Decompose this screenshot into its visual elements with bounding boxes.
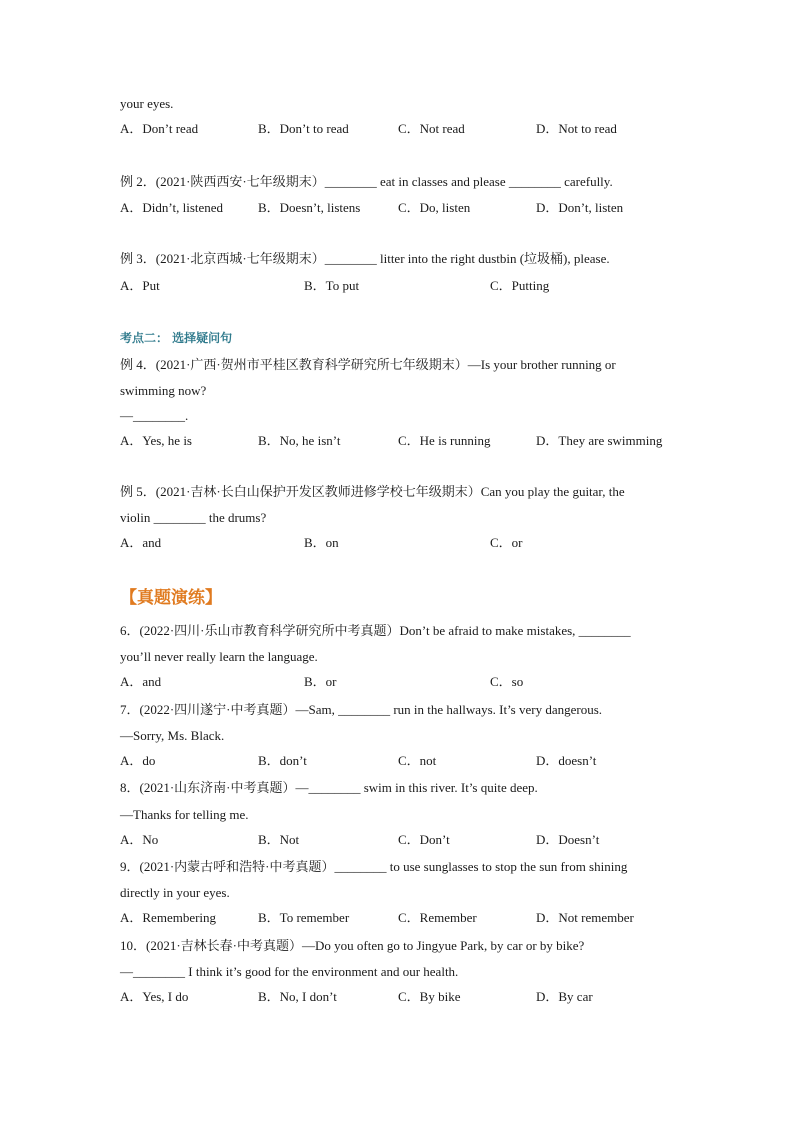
question-9-line-2: directly in your eyes. — [120, 885, 230, 900]
option-c: C．He is running — [398, 433, 491, 448]
option-d: D．Not remember — [536, 910, 634, 925]
example-5-line-2: violin ________ the drums? — [120, 510, 267, 525]
question-7-line-2: —Sorry, Ms. Black. — [120, 728, 225, 743]
option-b: B．Don’t to read — [258, 121, 349, 136]
example-4-line-1: 例 4．(2021·广西·贺州市平桂区教育科学研究所七年级期末）—Is your brother running or — [120, 357, 616, 372]
question-6-line-2: you’ll never really learn the language. — [120, 649, 318, 664]
option-c: C．or — [490, 535, 523, 550]
example-2-text: 例 2．(2021·陕西西安·七年级期末）________ eat in classes and please ________ carefully. — [120, 174, 613, 189]
option-c: C．Putting — [490, 278, 550, 293]
example-3-text: 例 3．(2021·北京西城·七年级期末）________ litter into the right dustbin (垃圾桶), please. — [120, 251, 610, 266]
question-8-line-2: —Thanks for telling me. — [120, 807, 249, 822]
option-a: A．and — [120, 674, 162, 689]
example-5-line-1: 例 5．(2021·吉林·长白山保护开发区教师进修学校七年级期末）Can you play the guitar, the — [120, 484, 625, 499]
option-b: B．No, I don’t — [258, 989, 337, 1004]
option-b: B．No, he isn’t — [258, 433, 341, 448]
option-c: C．Not read — [398, 121, 465, 136]
option-d: D．Don’t, listen — [536, 200, 624, 215]
option-c: C．Remember — [398, 910, 477, 925]
section-heading-kaodian-2: 考点二： 选择疑问句 — [120, 331, 233, 345]
option-c: C．not — [398, 753, 437, 768]
option-d: D．Doesn’t — [536, 832, 600, 847]
option-d: D．By car — [536, 989, 593, 1004]
question-10-line-1: 10．(2021·吉林长春·中考真题）—Do you often go to Jingyue Park, by car or by bike? — [120, 938, 585, 953]
option-a: A．Didn’t, listened — [120, 200, 224, 215]
option-a: A．Yes, I do — [120, 989, 189, 1004]
question-8-line-1: 8．(2021·山东济南·中考真题）—________ swim in this river. It’s quite deep. — [120, 780, 538, 795]
option-a: A．Yes, he is — [120, 433, 192, 448]
option-a: A．Remembering — [120, 910, 217, 925]
question-9-line-1: 9．(2021·内蒙古呼和浩特·中考真题）________ to use sunglasses to stop the sun from shining — [120, 859, 628, 874]
option-a: A．and — [120, 535, 162, 550]
option-c: C．By bike — [398, 989, 461, 1004]
question-10-line-2: —________ I think it’s good for the environment and our health. — [120, 964, 459, 979]
option-a: A．No — [120, 832, 159, 847]
option-b: B．Not — [258, 832, 300, 847]
option-a: A．Don’t read — [120, 121, 199, 136]
question-7-line-1: 7．(2022·四川遂宁·中考真题）—Sam, ________ run in the hallways. It’s very dangerous. — [120, 702, 603, 717]
section-heading-practice: 【真题演练】 — [120, 588, 222, 608]
option-c: C．Don’t — [398, 832, 450, 847]
option-b: B．on — [304, 535, 339, 550]
option-b: B．To remember — [258, 910, 350, 925]
option-b: B．To put — [304, 278, 360, 293]
option-b: B．or — [304, 674, 337, 689]
question-6-line-1: 6．(2022·四川·乐山市教育科学研究所中考真题）Don’t be afraid to make mistakes, ________ — [120, 623, 631, 638]
question-0-tail: your eyes. — [120, 96, 174, 111]
option-a: A．do — [120, 753, 156, 768]
option-d: D．doesn’t — [536, 753, 597, 768]
option-b: B．Doesn’t, listens — [258, 200, 361, 215]
option-c: C．so — [490, 674, 524, 689]
example-4-line-3: —________. — [120, 408, 189, 423]
option-c: C．Do, listen — [398, 200, 471, 215]
option-d: D．They are swimming — [536, 433, 663, 448]
example-4-line-2: swimming now? — [120, 383, 207, 398]
option-b: B．don’t — [258, 753, 307, 768]
option-a: A．Put — [120, 278, 160, 293]
option-d: D．Not to read — [536, 121, 617, 136]
